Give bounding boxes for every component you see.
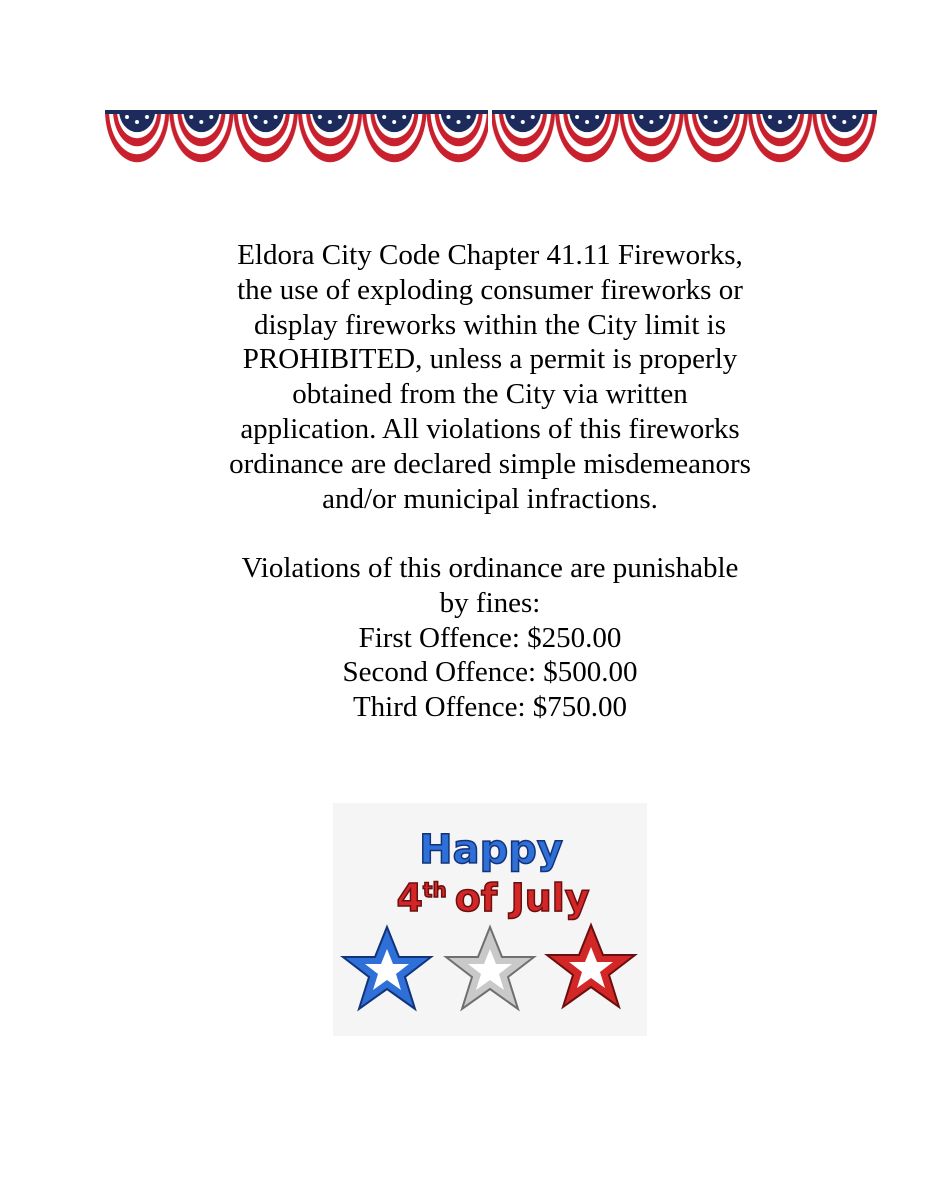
ordinance-line: ordinance are declared simple misdemeanors xyxy=(229,447,751,480)
fines-intro-line: Violations of this ordinance are punishable xyxy=(241,552,739,584)
ordinance-line: Eldora City Code Chapter 41.11 Fireworks, xyxy=(237,239,743,271)
second-offence-fine: Second Offence: $500.00 xyxy=(342,656,638,689)
july-superscript: th xyxy=(422,878,447,902)
ordinance-line: PROHIBITED, unless a permit is properly xyxy=(242,343,738,376)
red-star-icon xyxy=(547,925,635,1007)
ordinance-line: display fireworks within the City limit is xyxy=(253,308,727,341)
ordinance-line: application. All violations of this fireworks xyxy=(240,412,740,445)
silver-star-icon xyxy=(446,927,534,1009)
third-offence-fine: Third Offence: $750.00 xyxy=(352,691,628,724)
blue-star-icon xyxy=(343,927,431,1009)
july-text xyxy=(396,876,589,920)
bunting-banner xyxy=(105,110,877,168)
fines-intro-line: by fines: xyxy=(439,586,541,619)
july-number: 4 xyxy=(396,876,423,920)
ordinance-line: obtained from the City via written xyxy=(292,378,688,411)
ordinance-line: and/or municipal infractions. xyxy=(322,482,658,515)
happy-4th-of-july-graphic xyxy=(333,803,647,1036)
ordinance-line: the use of exploding consumer fireworks or xyxy=(237,273,743,306)
fines-paragraph xyxy=(190,551,790,725)
first-offence-fine: First Offence: $250.00 xyxy=(358,621,622,654)
happy-text: Happy xyxy=(419,827,563,873)
ordinance-paragraph xyxy=(190,238,790,516)
july-rest: of July xyxy=(454,876,590,920)
